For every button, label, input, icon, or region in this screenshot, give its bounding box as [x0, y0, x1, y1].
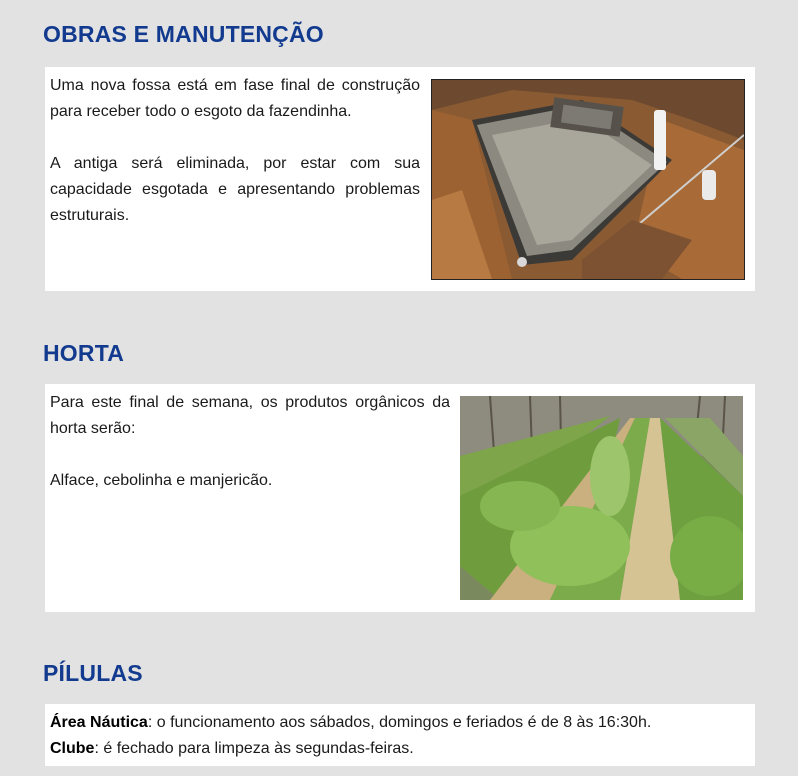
section-title-obras: OBRAS E MANUTENÇÃO — [43, 21, 324, 47]
pill-label: Área Náutica — [50, 714, 148, 731]
obras-text — [50, 73, 420, 229]
list-item — [50, 736, 651, 762]
greenhouse-photo — [460, 396, 743, 600]
pilulas-card — [45, 704, 755, 766]
pill-text: : é fechado para limpeza às segundas-feiras. — [94, 740, 414, 757]
list-item — [50, 710, 651, 736]
horta-paragraph: Para este final de semana, os produtos orgânicos da horta serão: — [50, 394, 450, 437]
horta-card — [45, 384, 755, 612]
horta-text — [50, 390, 450, 494]
pill-label: Clube — [50, 740, 95, 757]
obras-paragraph: A antiga será eliminada, por estar com sua capacidade esgotada e apresentando problemas estruturais. — [50, 155, 420, 224]
construction-photo — [431, 79, 745, 280]
horta-paragraph: Alface, cebolinha e manjericão. — [50, 472, 273, 489]
section-title-horta: HORTA — [43, 340, 125, 366]
obras-card — [45, 67, 755, 291]
section-title-pilulas: PÍLULAS — [43, 660, 143, 686]
obras-paragraph: Uma nova fossa está em fase final de construção para receber todo o esgoto da fazendinha. — [50, 77, 420, 120]
pilulas-list — [50, 710, 651, 762]
pill-text: : o funcionamento aos sábados, domingos e feriados é de 8 às 16:30h. — [147, 714, 652, 731]
